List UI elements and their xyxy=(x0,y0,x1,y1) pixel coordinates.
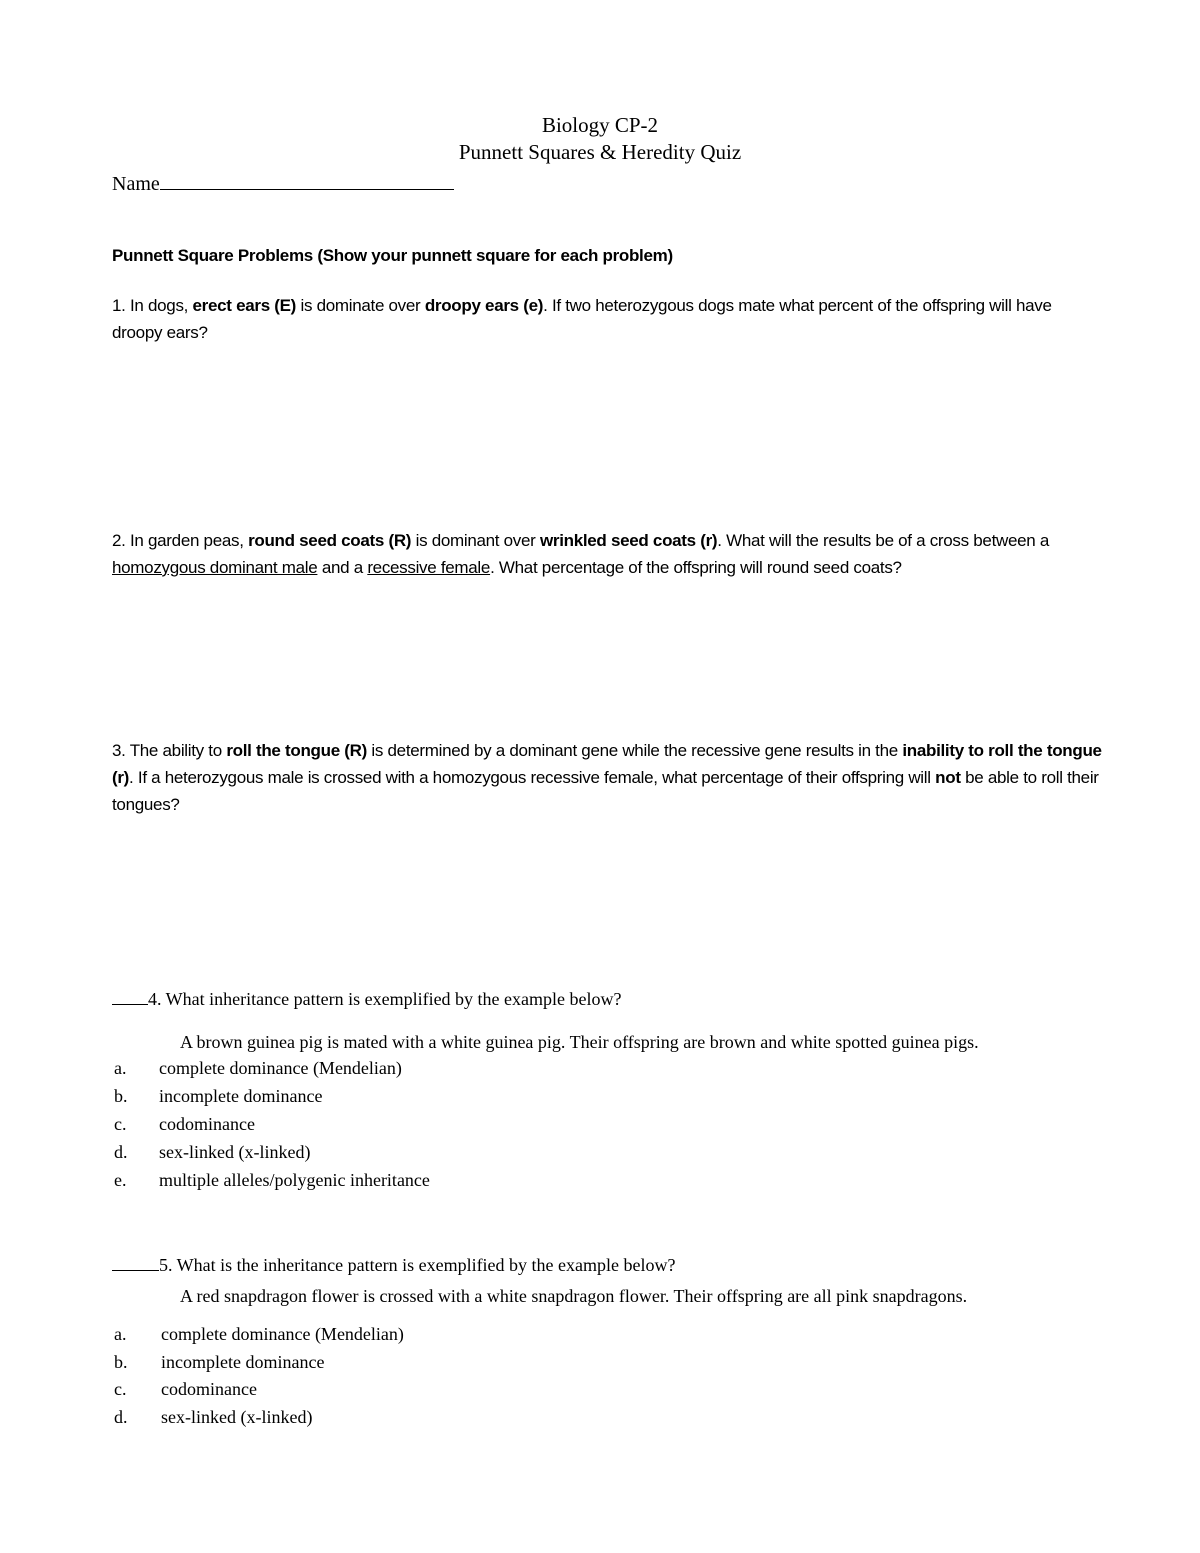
q4-option-d-text[interactable]: sex-linked (x-linked) xyxy=(159,1142,311,1162)
q4-example: A brown guinea pig is mated with a white guinea pig. Their offspring are brown and white spotted guinea pigs. xyxy=(180,1032,979,1052)
q1-text-a: 1. In dogs, xyxy=(112,296,193,315)
q3-bold-not: not xyxy=(935,768,961,787)
q2-text-e: . What percentage of the offspring will round seed coats? xyxy=(490,558,902,577)
q1-text-c: . If two heterozygous dogs mate what percent of the offspring will have droopy ears? xyxy=(112,296,1052,342)
q4-option-b-text[interactable]: incomplete dominance xyxy=(159,1086,323,1106)
question-1 xyxy=(112,292,1102,346)
q5-option-c-text[interactable]: codominance xyxy=(161,1379,257,1399)
q1-bold-erect: erect ears (E) xyxy=(192,296,297,315)
q2-underline-female: recessive female xyxy=(367,558,491,577)
q5-example: A red snapdragon flower is crossed with a white snapdragon flower. Their offspring are all pink snapdragons. xyxy=(180,1286,968,1306)
q3-bold-roll: roll the tongue (R) xyxy=(226,741,367,760)
q4-prompt: 4. What inheritance pattern is exemplified by the example below? xyxy=(148,989,622,1009)
q3-text-c: . If a heterozygous male is crossed with a homozygous recessive female, what percentage of their offspring will xyxy=(129,768,936,787)
question-4 xyxy=(112,986,622,1010)
name-blank[interactable] xyxy=(160,171,454,190)
quiz-title: Punnett Squares & Heredity Quiz xyxy=(458,140,742,164)
q3-text-a: 3. The ability to xyxy=(112,741,227,760)
question-5 xyxy=(112,1252,676,1276)
q5-answer-blank[interactable] xyxy=(112,1252,159,1271)
q2-text-b: is dominant over xyxy=(411,531,540,550)
q5-option-c-letter: c. xyxy=(114,1379,127,1399)
q5-option-a-text[interactable]: complete dominance (Mendelian) xyxy=(161,1324,404,1344)
q3-bold-inability: inability to roll the tongue (r) xyxy=(112,741,1102,787)
q4-option-b-letter: b. xyxy=(114,1086,128,1106)
q3-text-d: be able to roll their tongues? xyxy=(112,768,1099,814)
q5-option-b-text[interactable]: incomplete dominance xyxy=(161,1352,325,1372)
q4-option-c-letter: c. xyxy=(114,1114,127,1134)
q2-bold-round: round seed coats (R) xyxy=(248,531,412,550)
q4-answer-blank[interactable] xyxy=(112,986,148,1005)
q2-text-c: . What will the results be of a cross between a xyxy=(717,531,1050,550)
q4-option-e-letter: e. xyxy=(114,1170,127,1190)
q5-prompt: 5. What is the inheritance pattern is exemplified by the example below? xyxy=(159,1255,676,1275)
q5-option-d-text[interactable]: sex-linked (x-linked) xyxy=(161,1407,313,1427)
q2-bold-wrinkled: wrinkled seed coats (r) xyxy=(539,531,718,550)
q2-text-a: 2. In garden peas, xyxy=(112,531,249,550)
q2-text-d: and a xyxy=(317,558,368,577)
q4-option-c-text[interactable]: codominance xyxy=(159,1114,255,1134)
name-label: Name xyxy=(112,173,160,195)
name-line xyxy=(112,171,454,196)
q5-option-a-letter: a. xyxy=(114,1324,127,1344)
q3-text-b: is determined by a dominant gene while the recessive gene results in the xyxy=(366,741,903,760)
q2-underline-male: homozygous dominant male xyxy=(112,558,318,577)
q5-option-d-letter: d. xyxy=(114,1407,128,1427)
q5-option-b-letter: b. xyxy=(114,1352,128,1372)
course-title: Biology CP-2 xyxy=(541,113,659,137)
question-3 xyxy=(112,737,1102,818)
q4-option-a-text[interactable]: complete dominance (Mendelian) xyxy=(159,1058,402,1078)
q1-bold-droopy: droopy ears (e) xyxy=(424,296,544,315)
q4-option-a-letter: a. xyxy=(114,1058,127,1078)
question-2 xyxy=(112,527,1102,581)
q4-option-e-text[interactable]: multiple alleles/polygenic inheritance xyxy=(159,1170,430,1190)
section-heading: Punnett Square Problems (Show your punnett square for each problem) xyxy=(112,246,673,265)
q1-text-b: is dominate over xyxy=(296,296,425,315)
q4-option-d-letter: d. xyxy=(114,1142,128,1162)
